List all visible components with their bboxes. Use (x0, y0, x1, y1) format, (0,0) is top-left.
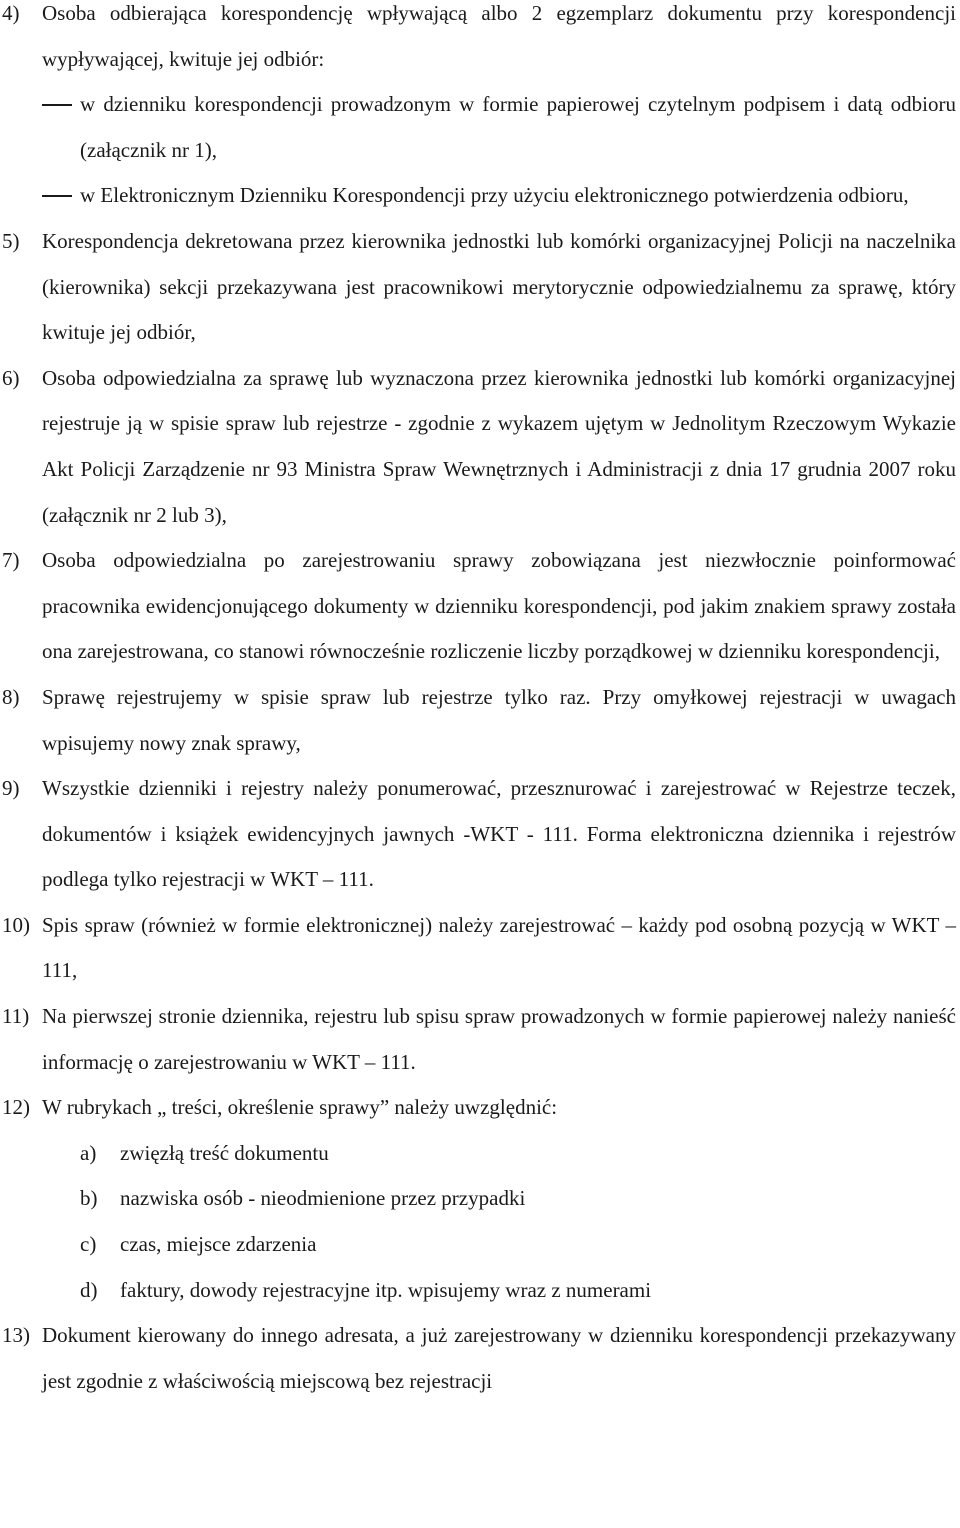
item-text: Sprawę rejestrujemy w spisie spraw lub rejestrze tylko raz. Przy omyłkowej rejestracji w uwagach wpisujemy nowy znak sprawy, (42, 684, 956, 755)
letter-item-a (0, 1131, 956, 1177)
item-text: Osoba odbierająca korespondencję wpływającą albo 2 egzemplarz dokumentu przy korespondencji wypływającej, kwituje jej odbiór: (42, 1, 956, 71)
item-number: 10) (2, 912, 30, 937)
letter-item-text: czas, miejsce zdarzenia (120, 1232, 317, 1257)
item-number: 6) (2, 365, 20, 390)
item-text: W rubrykach „ treści, określenie sprawy” należy uwzględnić: (42, 1095, 558, 1120)
item-number: 11) (2, 1004, 30, 1029)
letter-marker: a) (80, 1140, 97, 1165)
dash-item-paper-journal (0, 82, 956, 173)
letter-marker: d) (80, 1277, 98, 1302)
letter-marker: c) (80, 1232, 97, 1257)
letter-item-text: faktury, dowody rejestracyjne itp. wpisujemy wraz z numerami (120, 1277, 652, 1302)
list-item-10 (0, 903, 956, 994)
item-number: 5) (2, 228, 20, 253)
letter-item-d (0, 1268, 956, 1314)
list-item-6 (0, 356, 956, 538)
item-number: 7) (2, 548, 20, 573)
list-item-13 (0, 1313, 956, 1404)
list-item-4 (0, 0, 956, 82)
list-item-5 (0, 219, 956, 356)
item-text: Osoba odpowiedzialna po zarejestrowaniu sprawy zobowiązana jest niezwłocznie poinformować pracownika ewidencjonującego dokumenty w dzienniku korespondencji, pod jakim znakiem sprawy została ona zarejestrowana, co stanowi równocześnie rozliczenie liczby porządkowej w dzienniku korespondencji, (42, 548, 956, 664)
list-item-8 (0, 675, 956, 766)
letter-item-text: zwięzłą treść dokumentu (120, 1140, 329, 1165)
item-text: Osoba odpowiedzialna za sprawę lub wyznaczona przez kierownika jednostki lub komórki organizacyjnej rejestruje ją w spisie spraw lub rejestrze - zgodnie z wykazem ujętym w Jednolitym Rzeczowym Wykazie Akt Policji Zarządzenie nr 93 Ministra Spraw Wewnętrznych i Administracji z dnia 17 grudnia 2007 roku (załącznik nr 2 lub 3), (42, 365, 956, 527)
dash-item-text: w dzienniku korespondencji prowadzonym w formie papierowej czytelnym podpisem i datą odbioru (załącznik nr 1), (80, 92, 956, 162)
dash-bullet (42, 195, 72, 197)
item-number: 12) (2, 1095, 30, 1120)
item-text: Dokument kierowany do innego adresata, a już zarejestrowany w dzienniku korespondencji przekazywany jest zgodnie z właściwością miejscową bez rejestracji (42, 1323, 956, 1393)
item-number: 9) (2, 776, 20, 801)
item-number: 13) (2, 1323, 30, 1348)
dash-item-electronic-journal (0, 173, 956, 219)
list-item-7 (0, 538, 956, 675)
letter-item-c (0, 1222, 956, 1268)
item-number: 8) (2, 684, 20, 709)
item-text: Wszystkie dzienniki i rejestry należy ponumerować, przesznurować i zarejestrować w Rejestrze teczek, dokumentów i książek ewidencyjnych jawnych -WKT - 111. Forma elektroniczna dziennika i rejestrów podlega tylko rejestracji w WKT – 111. (42, 776, 956, 892)
dash-item-text: w Elektronicznym Dzienniku Korespondencji przy użyciu elektronicznego potwierdzenia odbioru, (80, 183, 909, 208)
letter-marker: b) (80, 1186, 98, 1211)
item-text: Korespondencja dekretowana przez kierownika jednostki lub komórki organizacyjnej Policji na naczelnika (kierownika) sekcji przekazywana jest pracownikowi merytorycznie odpowiedzialnemu za sprawę, który kwituje jej odbiór, (42, 228, 956, 345)
list-item-9 (0, 766, 956, 903)
dash-bullet (42, 104, 72, 106)
item-text: Na pierwszej stronie dziennika, rejestru lub spisu spraw prowadzonych w formie papierowej należy nanieść informację o zarejestrowaniu w WKT – 111. (42, 1004, 956, 1074)
letter-item-b (0, 1176, 956, 1222)
item-number: 4) (2, 1, 20, 25)
list-item-11 (0, 994, 956, 1085)
letter-item-text: nazwiska osób - nieodmienione przez przypadki (120, 1186, 526, 1211)
item-text: Spis spraw (również w formie elektronicznej) należy zarejestrować – każdy pod osobną pozycją w WKT – 111, (42, 912, 956, 983)
list-item-12 (0, 1085, 956, 1131)
